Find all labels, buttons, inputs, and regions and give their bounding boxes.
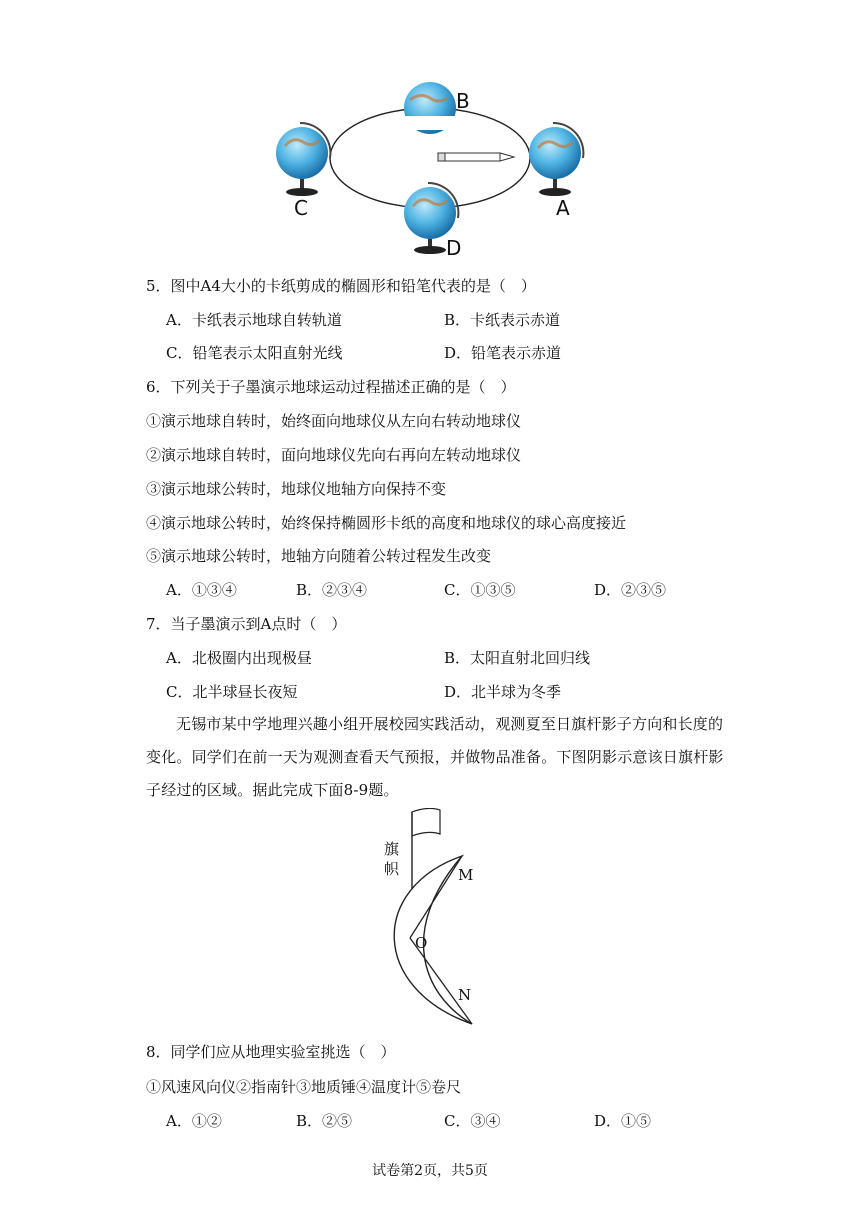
point-n-label: N xyxy=(458,986,472,1004)
q7-stem: 7．当子墨演示到A点时（ ） xyxy=(146,615,347,633)
flag-label-1: 旗 xyxy=(384,840,400,858)
q6-option-b[interactable]: B．②③④ xyxy=(296,581,368,599)
label-b: B xyxy=(456,89,470,113)
q5-option-c[interactable]: C．铅笔表示太阳直射光线 xyxy=(166,344,343,362)
q6-statement-4: ④演示地球公转时，始终保持椭圆形卡纸的高度和地球仪的球心高度接近 xyxy=(146,514,627,532)
label-a: A xyxy=(556,196,570,220)
q7-option-b[interactable]: B．太阳直射北回归线 xyxy=(444,649,591,667)
q6-statement-3: ③演示地球公转时，地球仪地轴方向保持不变 xyxy=(146,480,447,498)
globe-icon-c xyxy=(276,123,330,196)
passage: 无锡市某中学地理兴趣小组开展校园实践活动，观测夏至日旗杆影子方向和长度的变化。同学们在前一天为观测查看天气预报，并做物品准备。下图阴影示意该日旗杆影子经过的区域。据此完成下面8-9题。 xyxy=(146,715,724,799)
orbit-figure xyxy=(260,78,600,263)
label-c: C xyxy=(294,196,308,220)
label-d: D xyxy=(446,236,462,260)
q6-option-d[interactable]: D．②③⑤ xyxy=(594,581,667,599)
q7-option-a[interactable]: A．北极圈内出现极昼 xyxy=(166,649,312,667)
q8-option-b[interactable]: B．②⑤ xyxy=(296,1112,353,1130)
page-footer: 试卷第2页，共5页 xyxy=(372,1163,488,1179)
point-o-label: O xyxy=(415,934,428,952)
q8-items: ①风速风向仪②指南针③地质锤④温度计⑤卷尺 xyxy=(146,1078,462,1096)
pencil-icon xyxy=(438,153,514,161)
flag-label-2: 帜 xyxy=(384,860,400,878)
globe-icon-a xyxy=(529,123,583,196)
point-m-label: M xyxy=(458,866,474,884)
q5-stem: 5．图中A4大小的卡纸剪成的椭圆形和铅笔代表的是（ ） xyxy=(146,277,536,295)
q6-option-a[interactable]: A．①③④ xyxy=(166,581,237,599)
q6-statement-2: ②演示地球自转时，面向地球仪先向右再向左转动地球仪 xyxy=(146,446,522,464)
q5-option-a[interactable]: A．卡纸表示地球自转轨道 xyxy=(166,311,342,329)
flagpole-shadow-figure xyxy=(360,808,500,1030)
q5-option-b[interactable]: B．卡纸表示赤道 xyxy=(444,311,561,329)
q7-option-d[interactable]: D．北半球为冬季 xyxy=(444,683,562,701)
flag-icon xyxy=(412,808,440,836)
q6-statement-5: ⑤演示地球公转时，地轴方向随着公转过程发生改变 xyxy=(146,547,492,565)
q8-stem: 8．同学们应从地理实验室挑选（ ） xyxy=(146,1043,396,1061)
q6-stem: 6．下列关于子墨演示地球运动过程描述正确的是（ ） xyxy=(146,378,516,396)
q8-option-a[interactable]: A．①② xyxy=(166,1112,222,1130)
q8-option-d[interactable]: D．①⑤ xyxy=(594,1112,652,1130)
q6-statement-1: ①演示地球自转时，始终面向地球仪从左向右转动地球仪 xyxy=(146,412,522,430)
q6-option-c[interactable]: C．①③⑤ xyxy=(444,581,516,599)
q5-option-d[interactable]: D．铅笔表示赤道 xyxy=(444,344,562,362)
q7-option-c[interactable]: C．北半球昼长夜短 xyxy=(166,683,298,701)
q8-option-c[interactable]: C．③④ xyxy=(444,1112,501,1130)
